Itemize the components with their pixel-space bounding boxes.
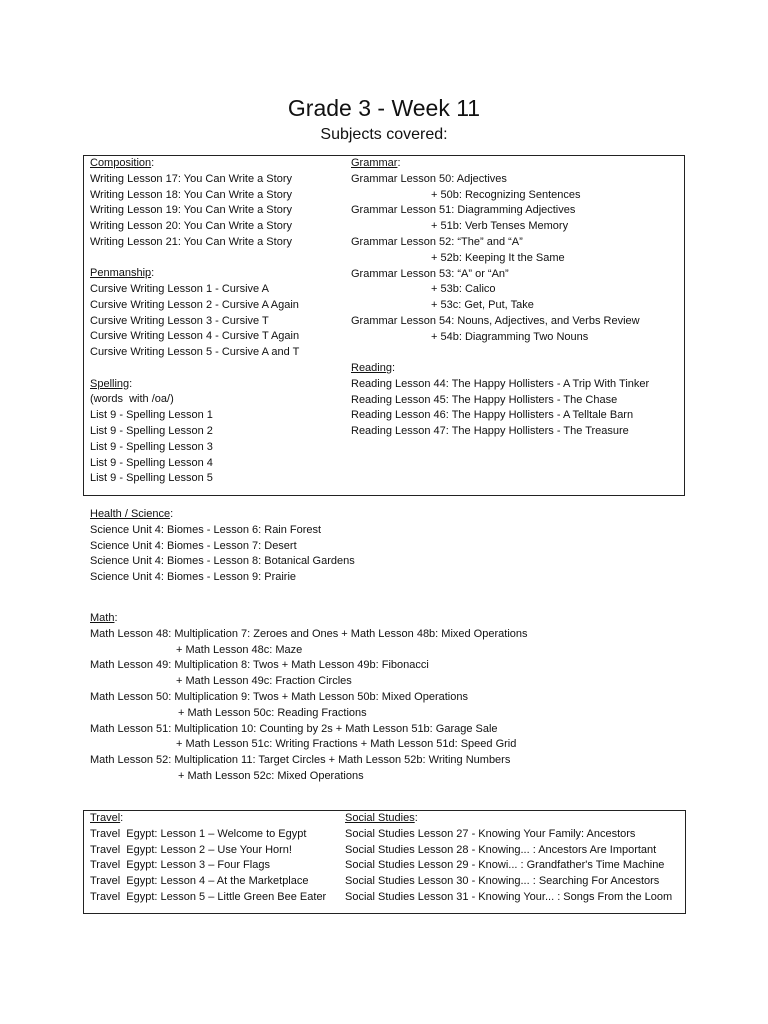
travel-heading: Travel (90, 812, 121, 824)
reading-item: Reading Lesson 46: The Happy Hollisters - A Telltale Barn (351, 409, 634, 422)
spelling-section (90, 377, 299, 488)
health-science-section (90, 507, 355, 586)
reading-item: Reading Lesson 44: The Happy Hollisters - A Trip With Tinker (351, 377, 650, 390)
penmanship-heading: Penmanship (90, 267, 152, 280)
social-studies-item: Social Studies Lesson 31 - Knowing Your... : Songs From the Loom (345, 890, 673, 903)
reading-item: Reading Lesson 47: The Happy Hollisters - The Treasure (351, 425, 629, 438)
penmanship-item: Cursive Writing Lesson 1 - Cursive A (90, 283, 269, 296)
penmanship-heading-line (90, 266, 299, 282)
math-heading-colon: : (114, 612, 118, 624)
health-science-item: Science Unit 4: Biomes - Lesson 8: Botanical Gardens (90, 555, 355, 568)
social-studies-heading-colon: : (414, 812, 418, 824)
math-item: Math Lesson 49: Multiplication 8: Twos + Math Lesson 49b: Fibonacci (90, 659, 429, 672)
spelling-heading: Spelling (90, 377, 130, 390)
page-title: Grade 3 - Week 11 (287, 95, 481, 121)
grammar-section (351, 156, 649, 346)
composition-heading-line (90, 156, 299, 172)
page-subtitle: Subjects covered: (320, 126, 448, 143)
grammar-heading-line (351, 156, 649, 172)
health-science-heading-colon: : (170, 508, 174, 520)
math-item: Math Lesson 50: Multiplication 9: Twos + Math Lesson 50b: Mixed Operations (90, 690, 468, 703)
social-studies-item: Social Studies Lesson 27 - Knowing Your Family: Ancestors (345, 827, 636, 840)
social-studies-heading: Social Studies (345, 812, 415, 824)
spelling-item: List 9 - Spelling Lesson 1 (90, 409, 213, 422)
math-heading-line (90, 611, 528, 627)
grammar-heading: Grammar (351, 157, 398, 169)
penmanship-item: Cursive Writing Lesson 5 - Cursive A and T (90, 346, 300, 359)
composition-heading-colon: : (151, 157, 155, 169)
social-studies-item: Social Studies Lesson 29 - Knowi... : Grandfather's Time Machine (345, 859, 665, 872)
math-subitem: + Math Lesson 49c: Fraction Circles (176, 675, 352, 688)
grammar-subitem: + 54b: Diagramming Two Nouns (431, 330, 589, 343)
spelling-heading-line (90, 377, 299, 393)
penmanship-section (90, 266, 299, 361)
health-science-item: Science Unit 4: Biomes - Lesson 9: Prairie (90, 571, 297, 584)
spelling-item: List 9 - Spelling Lesson 3 (90, 440, 213, 453)
penmanship-heading-colon: : (151, 267, 155, 280)
composition-heading: Composition (90, 157, 152, 169)
health-science-item: Science Unit 4: Biomes - Lesson 6: Rain Forest (90, 523, 322, 536)
social-studies-heading-line (345, 811, 672, 827)
grammar-subitem: + 52b: Keeping It the Same (431, 251, 565, 264)
travel-heading-colon: : (120, 812, 124, 824)
travel-item: Travel Egypt: Lesson 1 – Welcome to Egypt (90, 827, 307, 840)
grammar-subitem: + 51b: Verb Tenses Memory (431, 220, 569, 233)
travel-item: Travel Egypt: Lesson 3 – Four Flags (90, 859, 270, 872)
penmanship-item: Cursive Writing Lesson 3 - Cursive T (90, 314, 269, 327)
reading-heading: Reading (351, 362, 392, 375)
math-section (90, 611, 528, 785)
health-science-item: Science Unit 4: Biomes - Lesson 7: Desert (90, 539, 297, 552)
right-column (351, 156, 649, 456)
reading-heading-line (351, 361, 649, 377)
composition-item: Writing Lesson 18: You Can Write a Story (90, 188, 292, 201)
composition-section (90, 156, 299, 251)
math-item: Math Lesson 51: Multiplication 10: Counting by 2s + Math Lesson 51b: Garage Sale (90, 722, 498, 735)
grammar-item: Grammar Lesson 50: Adjectives (351, 172, 507, 185)
social-studies-item: Social Studies Lesson 30 - Knowing... : Searching For Ancestors (345, 875, 660, 888)
grammar-subitem: + 53c: Get, Put, Take (431, 299, 534, 312)
travel-item: Travel Egypt: Lesson 2 – Use Your Horn! (90, 843, 292, 856)
travel-heading-line (90, 811, 326, 827)
composition-item: Writing Lesson 19: You Can Write a Story (90, 204, 292, 217)
spelling-note: (words with /oa/) (90, 393, 174, 406)
spelling-heading-colon: : (129, 377, 133, 390)
math-subitem: + Math Lesson 52c: Mixed Operations (178, 769, 364, 782)
reading-section (351, 361, 649, 440)
spelling-item: List 9 - Spelling Lesson 4 (90, 456, 213, 469)
health-science-heading-line (90, 507, 355, 523)
left-column (90, 156, 299, 503)
grammar-subitem: + 50b: Recognizing Sentences (431, 188, 581, 201)
math-item: Math Lesson 48: Multiplication 7: Zeroes and Ones + Math Lesson 48b: Mixed Operations (90, 627, 528, 640)
math-item: Math Lesson 52: Multiplication 11: Target Circles + Math Lesson 52b: Writing Numbers (90, 754, 511, 767)
social-studies-item: Social Studies Lesson 28 - Knowing... : Ancestors Are Important (345, 843, 657, 856)
math-subitem: + Math Lesson 50c: Reading Fractions (178, 706, 367, 719)
travel-section (90, 811, 326, 906)
grammar-item: Grammar Lesson 51: Diagramming Adjectives (351, 204, 576, 217)
grammar-item: Grammar Lesson 52: “The” and “A” (351, 235, 523, 248)
composition-item: Writing Lesson 17: You Can Write a Story (90, 172, 292, 185)
travel-item: Travel Egypt: Lesson 5 – Little Green Bee Eater (90, 890, 327, 903)
math-subitem: + Math Lesson 51c: Writing Fractions + Math Lesson 51d: Speed Grid (176, 738, 517, 751)
grammar-item: Grammar Lesson 53: “A” or “An” (351, 267, 509, 280)
grammar-item: Grammar Lesson 54: Nouns, Adjectives, and Verbs Review (351, 314, 640, 327)
composition-item: Writing Lesson 20: You Can Write a Story (90, 220, 292, 233)
spelling-item: List 9 - Spelling Lesson 2 (90, 424, 213, 437)
penmanship-item: Cursive Writing Lesson 4 - Cursive T Again (90, 330, 300, 343)
travel-item: Travel Egypt: Lesson 4 – At the Marketplace (90, 875, 309, 888)
composition-item: Writing Lesson 21: You Can Write a Story (90, 235, 292, 248)
grammar-heading-colon: : (397, 157, 401, 169)
reading-item: Reading Lesson 45: The Happy Hollisters - The Chase (351, 393, 618, 406)
health-science-heading: Health / Science (90, 508, 171, 520)
math-subitem: + Math Lesson 48c: Maze (176, 643, 303, 656)
spelling-item: List 9 - Spelling Lesson 5 (90, 472, 213, 485)
grammar-subitem: + 53b: Calico (431, 283, 496, 296)
social-studies-section (345, 811, 672, 906)
penmanship-item: Cursive Writing Lesson 2 - Cursive A Again (90, 298, 299, 311)
reading-heading-colon: : (391, 362, 396, 375)
math-heading: Math (90, 612, 115, 624)
